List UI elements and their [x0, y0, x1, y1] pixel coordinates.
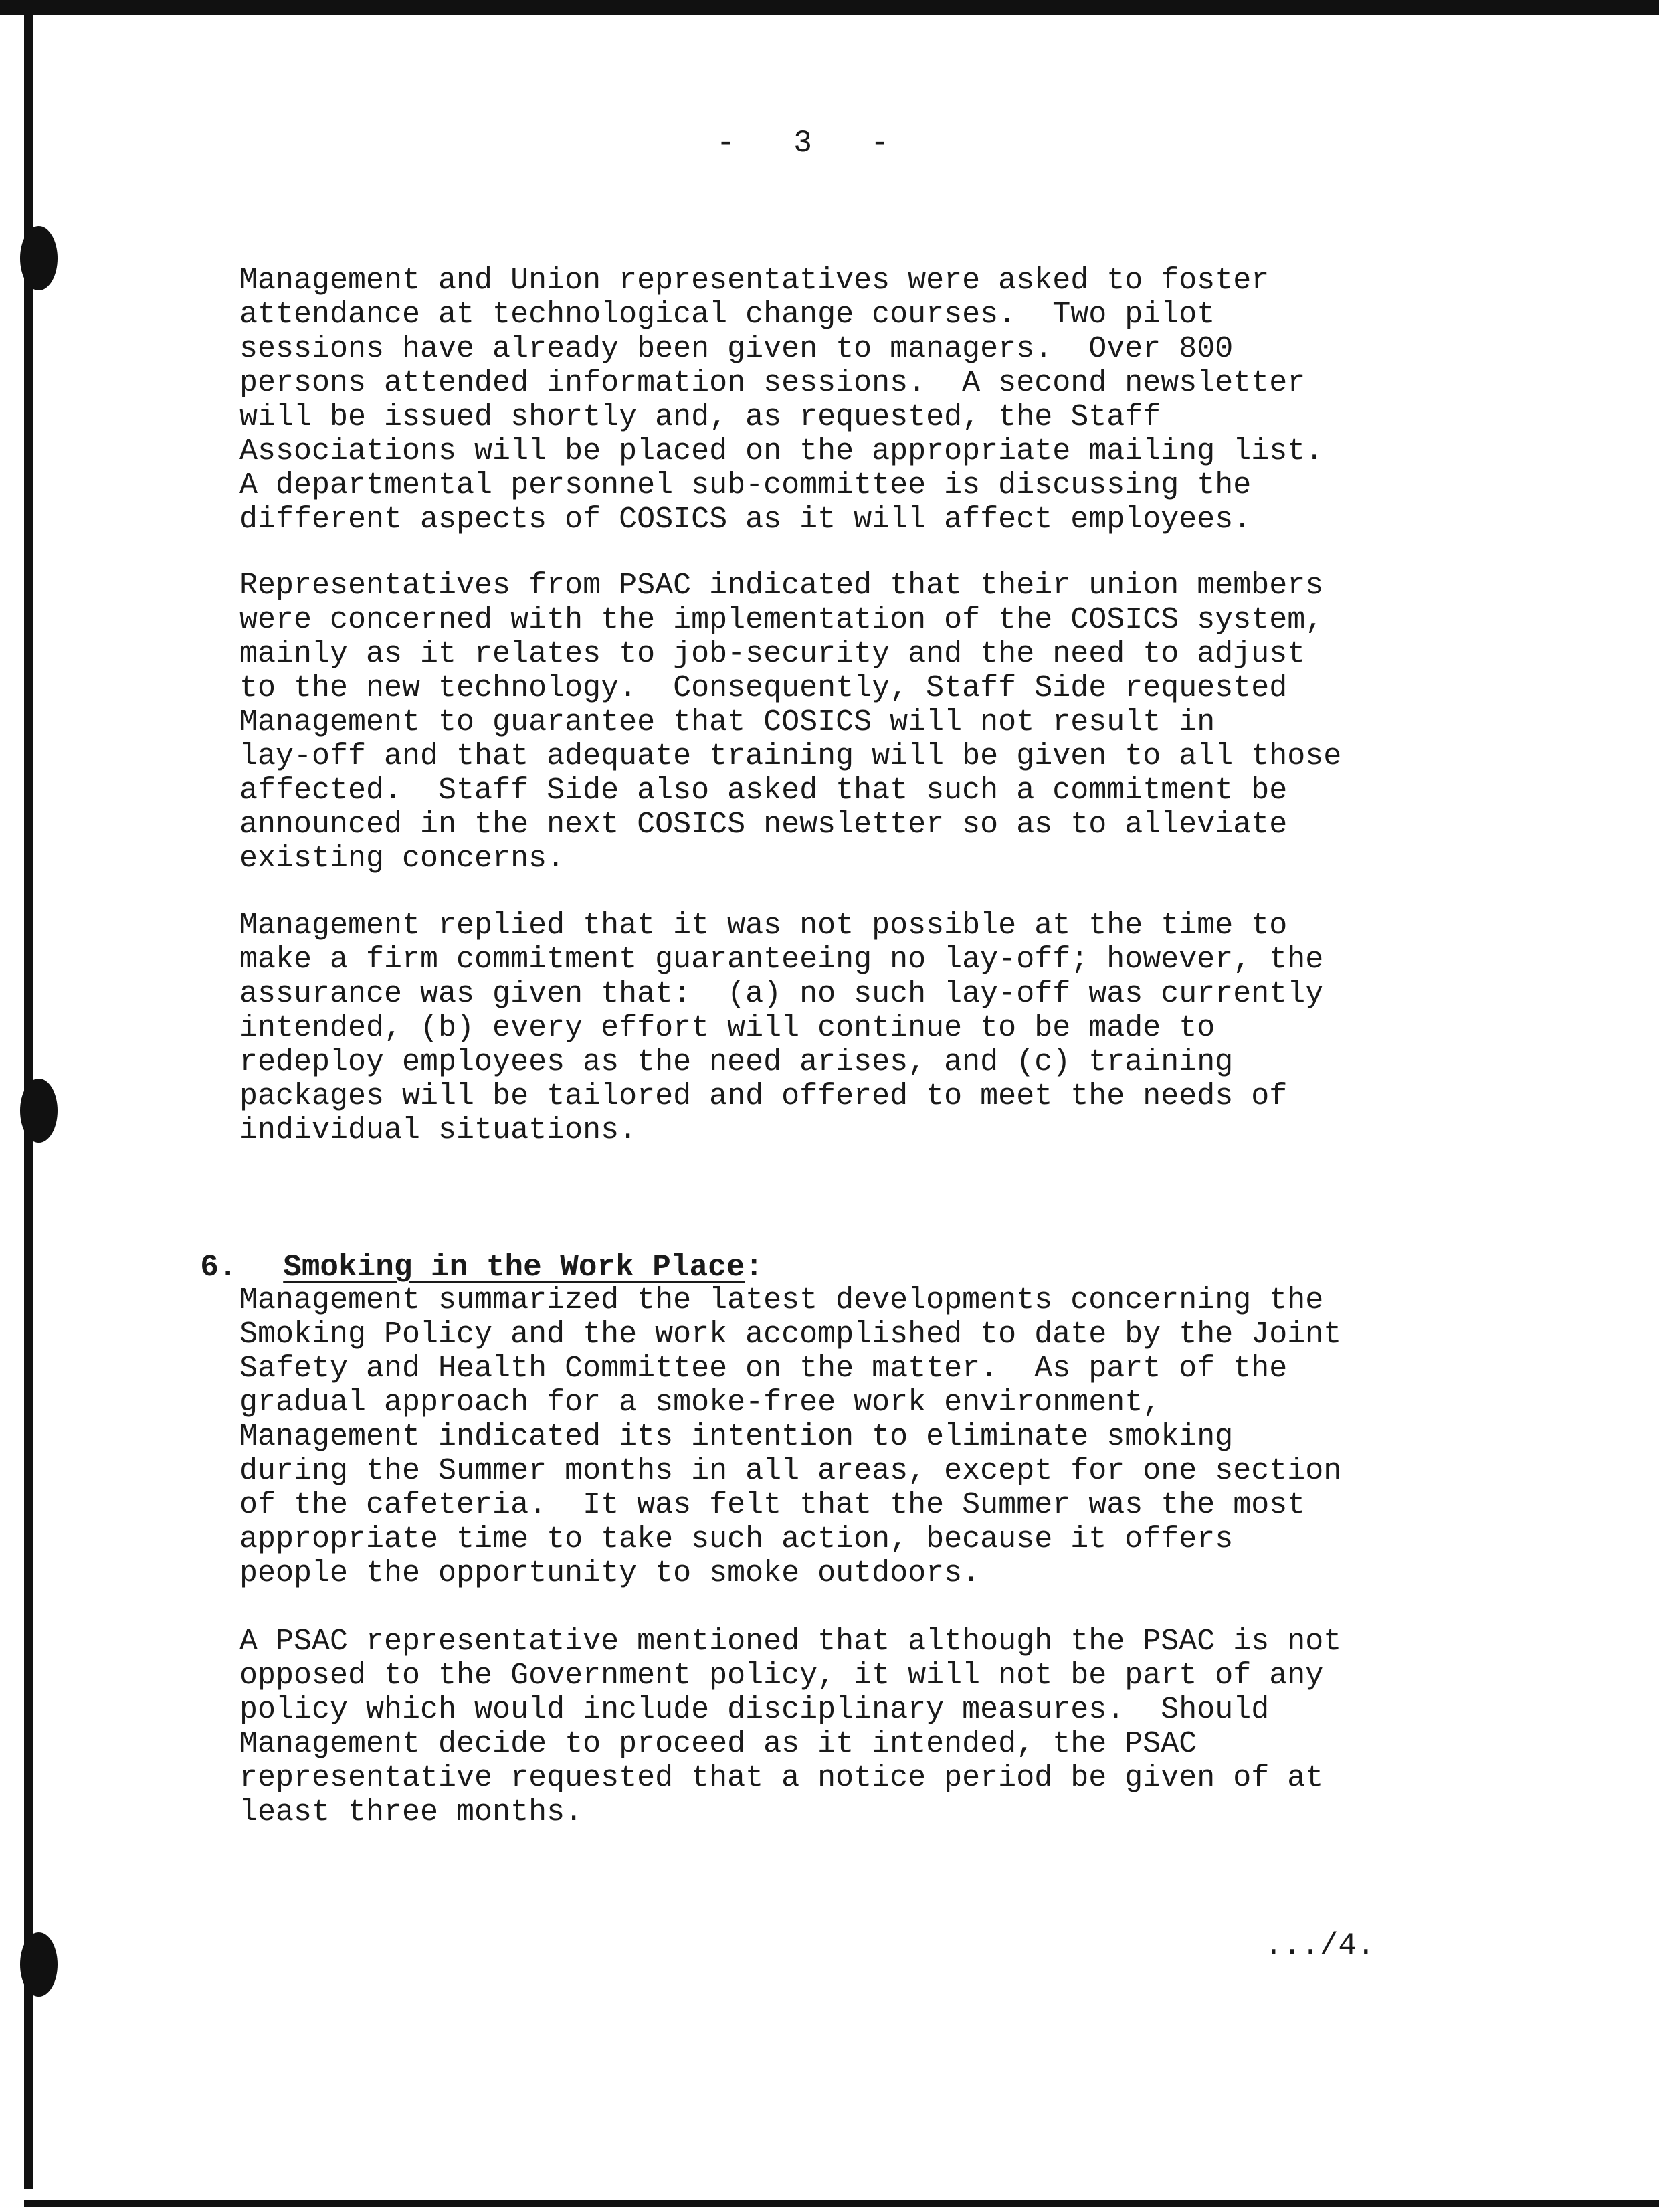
scan-bottom-edge	[24, 2200, 1659, 2207]
section-title: Smoking in the Work Place	[283, 1250, 745, 1285]
punch-hole-middle	[20, 1079, 58, 1143]
scan-top-edge	[0, 0, 1659, 15]
page-number: - 3 -	[716, 126, 910, 161]
section-number: 6.	[200, 1250, 237, 1285]
section-title-colon: :	[745, 1250, 763, 1285]
section-heading	[163, 1215, 763, 1285]
paragraph-smoking-policy: Management summarized the latest developments concerning the Smoking Policy and the work accomplished to date by the Joint Safety and Health Committee on the matter. As part of the gradual approach for a smoke-free work environment, Management indicated its intention to eliminate smoking during the Summer months in all areas, except for one section of the cafeteria. It was felt that the Summer was the most appropriate time to take such action, because it offers people the opportunity to smoke outdoors.	[239, 1283, 1342, 1590]
punch-hole-top	[20, 226, 58, 290]
paragraph-psac-concerns: Representatives from PSAC indicated that their union members were concerned with the implementation of the COSICS system, mainly as it relates to job-security and the need to adjust to the new technology. Consequently, Staff Side requested Management to guarantee that COSICS will not result in lay-off and that adequate training will be given to all those affected. Staff Side also asked that such a commitment be announced in the next COSICS newsletter so as to alleviate existing concerns.	[239, 569, 1342, 876]
continuation-marker: .../4.	[1264, 1928, 1375, 1963]
punch-hole-bottom	[20, 1932, 58, 1997]
paragraph-tech-change: Management and Union representatives were asked to foster attendance at technological change courses. Two pilot sessions have already been given to managers. Over 800 persons attended information sessions. A second newsletter will be issued shortly and, as requested, the Staff Associations will be placed on the appropriate mailing list. A departmental personnel sub-committee is discussing the different aspects of COSICS as it will affect employees.	[239, 264, 1324, 537]
paragraph-psac-response: A PSAC representative mentioned that although the PSAC is not opposed to the Government policy, it will not be part of any policy which would include disciplinary measures. Should Management decide to proceed as it intended, the PSAC representative requested that a notice period be given of at least three months.	[239, 1625, 1342, 1829]
paragraph-management-reply: Management replied that it was not possible at the time to make a firm commitment guaranteeing no lay-off; however, the assurance was given that: (a) no such lay-off was currently intended, (b) every effort will continue to be made to redeploy employees as the need arises, and (c) training packages will be tailored and offered to meet the needs of individual situations.	[239, 909, 1324, 1147]
